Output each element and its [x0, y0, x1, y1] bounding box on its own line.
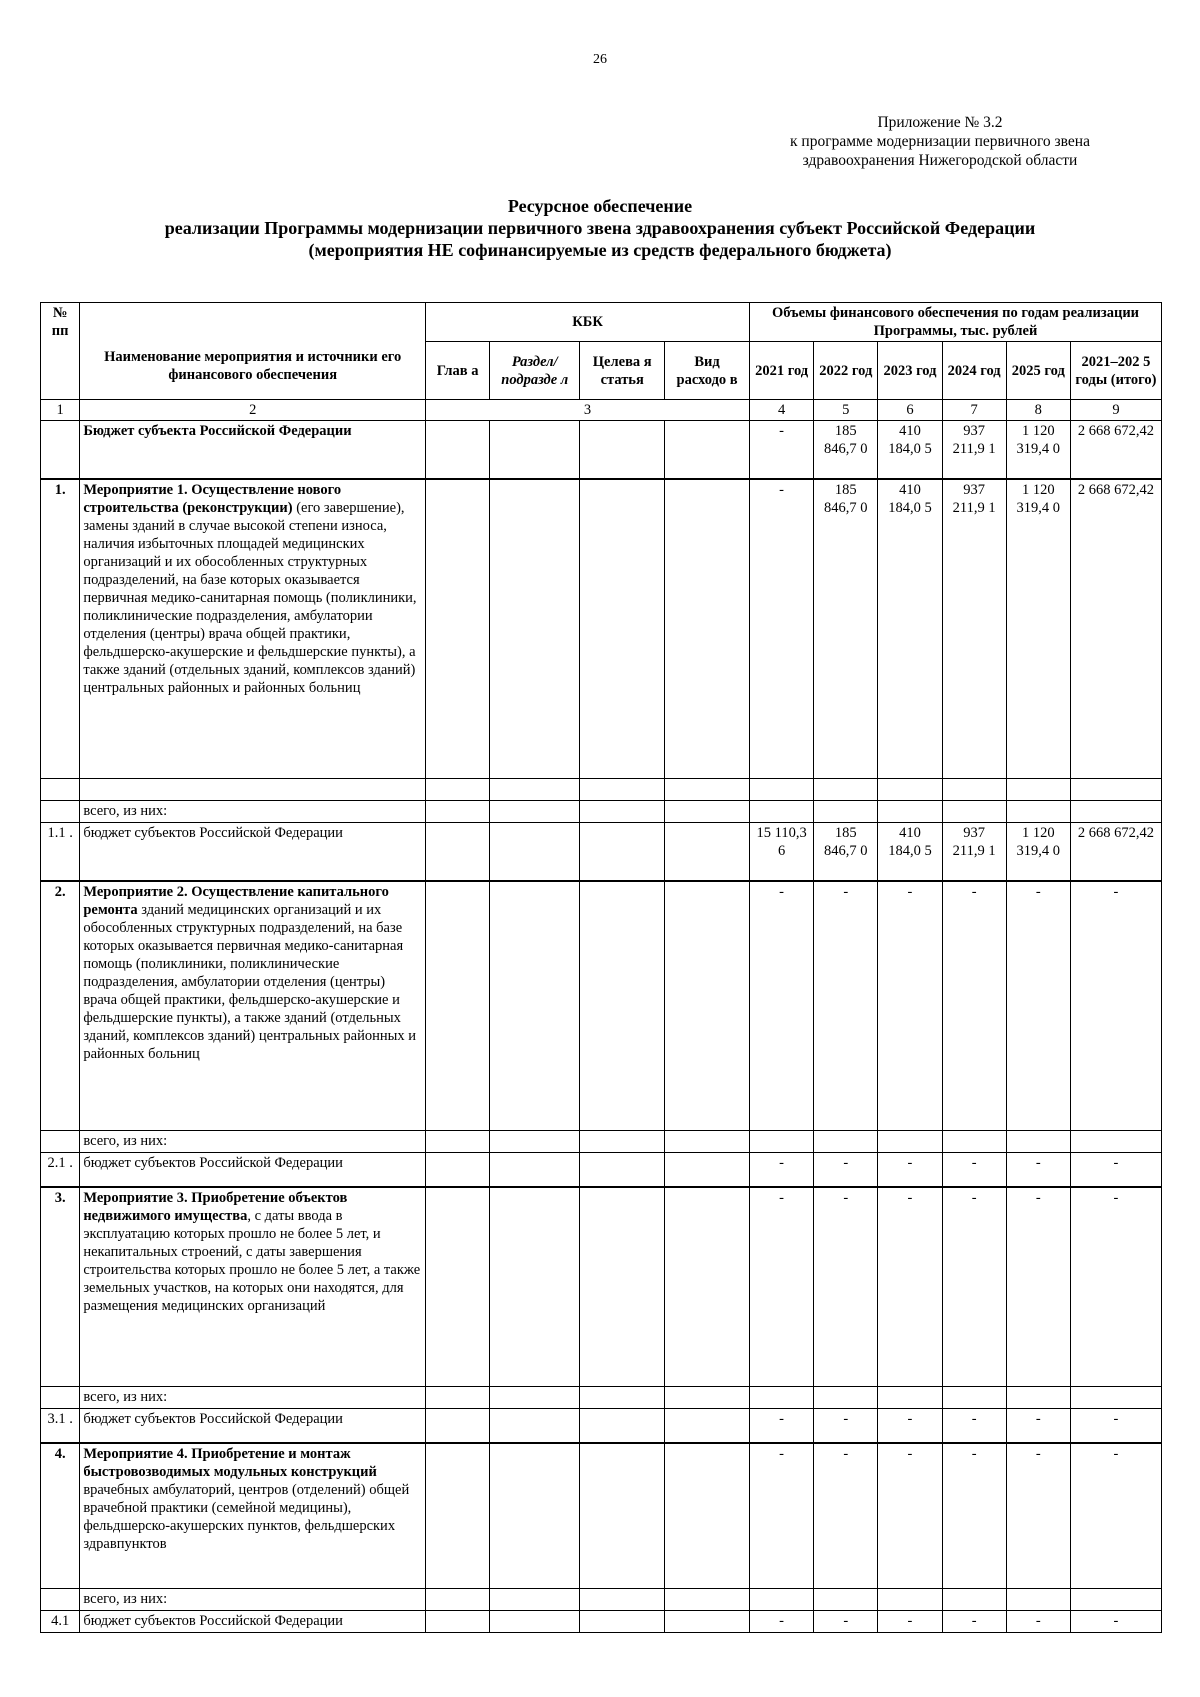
kbk-cell	[665, 1589, 750, 1611]
table-row	[41, 779, 1162, 801]
kbk-cell	[580, 881, 665, 1131]
value-v2021: -	[750, 1611, 814, 1633]
kbk-cell	[490, 801, 580, 823]
value-v2024: -	[942, 1153, 1006, 1187]
kbk-cell	[580, 421, 665, 479]
appendix-line: Приложение № 3.2	[877, 114, 1003, 131]
kbk-cell	[426, 1131, 490, 1153]
value-v2025	[1006, 1589, 1070, 1611]
value-total: -	[1070, 1409, 1161, 1443]
row-name	[80, 823, 426, 881]
kbk-cell	[490, 1611, 580, 1633]
value-v2024: -	[942, 1187, 1006, 1387]
value-total	[1070, 1589, 1161, 1611]
value-v2025: -	[1006, 1187, 1070, 1387]
kbk-cell	[580, 1443, 665, 1589]
kbk-cell	[490, 1131, 580, 1153]
row-name	[80, 1443, 426, 1589]
value-v2021: -	[750, 421, 814, 479]
kbk-cell	[580, 823, 665, 881]
kbk-cell	[426, 1611, 490, 1633]
kbk-cell	[580, 479, 665, 779]
kbk-cell	[426, 881, 490, 1131]
title-line: реализации Программы модернизации первичного звена здравоохранения субъект Российской Федерации	[164, 218, 1036, 238]
kbk-cell	[580, 1153, 665, 1187]
col-number: 2	[80, 400, 426, 421]
value-v2021: -	[750, 881, 814, 1131]
header-vid: Вид расходо в	[665, 342, 750, 400]
value-v2023	[878, 1131, 942, 1153]
value-total	[1070, 1387, 1161, 1409]
value-v2024: -	[942, 881, 1006, 1131]
value-v2022: -	[814, 1187, 878, 1387]
row-name-text: врачебных амбулаторий, центров (отделений) общей врачебной практики (семейной медицины), фельдшерско-акушерских пунктов, фельдшерских здравпунктов	[83, 1481, 410, 1552]
value-v2021	[750, 1589, 814, 1611]
kbk-cell	[426, 1589, 490, 1611]
header-name: Наименование мероприятия и источники его финансового обеспечения	[80, 303, 426, 400]
row-name-text: зданий медицинских организаций и их обособленных структурных подразделений, на базе которых оказывается первичная медико-санитарная помощь (поликлиники, поликлинические подразделения, амбулатории отделения (центры) врача общей практики, фельдшерско-акушерские и фельдшерские пункты), а также зданий (отдельных зданий, комплексов зданий) центральных районных и районных больниц	[83, 901, 416, 1062]
value-total	[1070, 801, 1161, 823]
header-celevaya: Целева я статья	[580, 342, 665, 400]
kbk-cell	[580, 801, 665, 823]
kbk-cell	[426, 479, 490, 779]
value-v2025: -	[1006, 1611, 1070, 1633]
row-name	[80, 1153, 426, 1187]
kbk-cell	[490, 881, 580, 1131]
value-v2021	[750, 1131, 814, 1153]
header-2022: 2022 год	[814, 342, 878, 400]
kbk-cell	[665, 1409, 750, 1443]
kbk-cell	[665, 421, 750, 479]
row-number	[41, 1589, 80, 1611]
header-razdel: Раздел/ подразде л	[490, 342, 580, 400]
table-row	[41, 1589, 1162, 1611]
row-name-text: бюджет субъектов Российской Федерации	[83, 825, 343, 841]
kbk-cell	[490, 421, 580, 479]
value-v2022: -	[814, 1153, 878, 1187]
value-v2021: -	[750, 1409, 814, 1443]
kbk-cell	[426, 1443, 490, 1589]
table-row	[41, 881, 1162, 1131]
row-number: 2.1 .	[41, 1153, 80, 1187]
row-name-bold: Бюджет субъекта Российской Федерации	[83, 423, 352, 439]
col-number: 7	[942, 400, 1006, 421]
table-row	[41, 801, 1162, 823]
row-name-text: всего, из них:	[83, 1389, 168, 1405]
kbk-cell	[580, 1589, 665, 1611]
appendix-line: к программе модернизации первичного звена	[790, 133, 1090, 150]
value-v2023: 410 184,0 5	[878, 823, 942, 881]
kbk-cell	[426, 1387, 490, 1409]
header-2025: 2025 год	[1006, 342, 1070, 400]
row-name	[80, 881, 426, 1131]
value-v2021: -	[750, 1187, 814, 1387]
kbk-cell	[490, 479, 580, 779]
value-v2024: -	[942, 1443, 1006, 1589]
value-v2022: -	[814, 1611, 878, 1633]
value-v2024	[942, 1387, 1006, 1409]
value-v2024	[942, 779, 1006, 801]
value-v2023: 410 184,0 5	[878, 421, 942, 479]
value-v2023	[878, 1589, 942, 1611]
value-v2021	[750, 779, 814, 801]
value-v2022: 185 846,7 0	[814, 421, 878, 479]
row-name	[80, 421, 426, 479]
table-row	[41, 1409, 1162, 1443]
kbk-cell	[665, 801, 750, 823]
value-v2025	[1006, 1387, 1070, 1409]
document-title	[0, 195, 1200, 261]
col-number: 3	[426, 400, 750, 421]
value-v2024	[942, 1131, 1006, 1153]
column-numbers-row	[41, 400, 1162, 421]
resource-table	[40, 302, 1162, 1633]
kbk-cell	[426, 421, 490, 479]
kbk-cell	[490, 1443, 580, 1589]
table-row	[41, 1153, 1162, 1187]
row-name	[80, 1611, 426, 1633]
value-total: -	[1070, 1153, 1161, 1187]
value-v2025: -	[1006, 1443, 1070, 1589]
kbk-cell	[580, 1387, 665, 1409]
table-row	[41, 1131, 1162, 1153]
header-total: 2021–202 5 годы (итого)	[1070, 342, 1161, 400]
value-v2021: -	[750, 1153, 814, 1187]
header-2021: 2021 год	[750, 342, 814, 400]
row-name	[80, 1409, 426, 1443]
kbk-cell	[426, 1153, 490, 1187]
row-number: 1.1 .	[41, 823, 80, 881]
title-line: (мероприятия НЕ софинансируемые из средств федерального бюджета)	[308, 240, 892, 260]
col-number: 8	[1006, 400, 1070, 421]
kbk-cell	[580, 779, 665, 801]
kbk-cell	[665, 881, 750, 1131]
value-v2021: -	[750, 479, 814, 779]
value-v2025	[1006, 1131, 1070, 1153]
table-row	[41, 421, 1162, 479]
value-v2023: -	[878, 1443, 942, 1589]
row-name-text: бюджет субъектов Российской Федерации	[83, 1613, 343, 1629]
row-name-text: бюджет субъектов Российской Федерации	[83, 1155, 343, 1171]
kbk-cell	[426, 779, 490, 801]
col-number: 9	[1070, 400, 1161, 421]
value-total	[1070, 779, 1161, 801]
value-v2022: -	[814, 881, 878, 1131]
value-v2025: 1 120 319,4 0	[1006, 421, 1070, 479]
value-v2021	[750, 801, 814, 823]
col-number: 1	[41, 400, 80, 421]
table-row	[41, 1611, 1162, 1633]
kbk-cell	[580, 1409, 665, 1443]
value-v2023	[878, 779, 942, 801]
value-v2024: -	[942, 1611, 1006, 1633]
table-row	[41, 823, 1162, 881]
col-number: 4	[750, 400, 814, 421]
row-number	[41, 1131, 80, 1153]
page-number: 26	[593, 52, 607, 67]
kbk-cell	[426, 1187, 490, 1387]
value-v2022: -	[814, 1409, 878, 1443]
value-v2025: -	[1006, 1153, 1070, 1187]
kbk-cell	[665, 779, 750, 801]
row-name	[80, 1187, 426, 1387]
value-v2022	[814, 1589, 878, 1611]
row-name	[80, 479, 426, 779]
value-v2022: -	[814, 1443, 878, 1589]
kbk-cell	[665, 1611, 750, 1633]
value-v2023: -	[878, 1187, 942, 1387]
row-number: 2.	[41, 881, 80, 1131]
value-v2022	[814, 1131, 878, 1153]
value-v2025: -	[1006, 881, 1070, 1131]
row-name	[80, 779, 426, 801]
kbk-cell	[665, 1187, 750, 1387]
table-row	[41, 1187, 1162, 1387]
row-name-text: всего, из них:	[83, 1133, 168, 1149]
value-v2024	[942, 1589, 1006, 1611]
row-name-text: всего, из них:	[83, 803, 168, 819]
kbk-cell	[580, 1611, 665, 1633]
kbk-cell	[426, 1409, 490, 1443]
value-v2022	[814, 1387, 878, 1409]
value-v2022: 185 846,7 0	[814, 479, 878, 779]
row-name-text: , с даты ввода в эксплуатацию которых прошло не более 5 лет, и некапитальных строений, с даты завершения строительства которых прошло не более 5 лет, а также земельных участков, на которых они находятся, для размещения медицинских организаций	[83, 1207, 421, 1314]
row-number	[41, 779, 80, 801]
value-total: -	[1070, 1187, 1161, 1387]
col-number: 5	[814, 400, 878, 421]
kbk-cell	[665, 823, 750, 881]
value-v2024: -	[942, 1409, 1006, 1443]
value-total: -	[1070, 1611, 1161, 1633]
row-name-text: бюджет субъектов Российской Федерации	[83, 1411, 343, 1427]
kbk-cell	[665, 479, 750, 779]
value-v2024: 937 211,9 1	[942, 823, 1006, 881]
kbk-cell	[490, 1409, 580, 1443]
value-v2024: 937 211,9 1	[942, 421, 1006, 479]
table-row	[41, 1443, 1162, 1589]
value-v2022	[814, 801, 878, 823]
value-v2023	[878, 801, 942, 823]
kbk-cell	[490, 779, 580, 801]
value-total: -	[1070, 881, 1161, 1131]
value-v2023: 410 184,0 5	[878, 479, 942, 779]
value-v2025	[1006, 801, 1070, 823]
table-row	[41, 479, 1162, 779]
row-name	[80, 1131, 426, 1153]
header-glava: Глав а	[426, 342, 490, 400]
appendix-line: здравоохранения Нижегородской области	[802, 152, 1078, 169]
row-number: 3.	[41, 1187, 80, 1387]
row-name-bold: Мероприятие 2. Осуществление капитального ремонта	[83, 883, 389, 918]
table-row	[41, 1387, 1162, 1409]
kbk-cell	[490, 823, 580, 881]
row-name-bold: Мероприятие 4. Приобретение и монтаж быстровозводимых модульных конструкций	[83, 1445, 377, 1480]
kbk-cell	[580, 1131, 665, 1153]
value-v2021: -	[750, 1443, 814, 1589]
title-line: Ресурсное обеспечение	[507, 196, 693, 216]
kbk-cell	[426, 823, 490, 881]
value-total: 2 668 672,42	[1070, 421, 1161, 479]
row-name-bold: Мероприятие 3. Приобретение объектов недвижимого имущества	[83, 1189, 348, 1224]
value-v2025: -	[1006, 1409, 1070, 1443]
kbk-cell	[580, 1187, 665, 1387]
row-name-text: всего, из них:	[83, 1591, 168, 1607]
header-kbk: КБК	[426, 303, 750, 342]
value-v2025	[1006, 779, 1070, 801]
row-name	[80, 801, 426, 823]
value-total: 2 668 672,42	[1070, 823, 1161, 881]
row-name-text: (его завершение), замены зданий в случае высокой степени износа, наличия избыточных площадей медицинских организаций и их обособленных структурных подразделений, на базе которых оказывается первичная медико-санитарная помощь (поликлиники, поликлинические подразделения, амбулатории отделения (центры) врача общей практики, фельдшерско-акушерские и фельдшерские пункты), а также зданий (отдельных зданий, комплексов зданий) центральных районных и районных больниц	[83, 499, 417, 696]
value-v2025: 1 120 319,4 0	[1006, 823, 1070, 881]
kbk-cell	[490, 1589, 580, 1611]
value-v2023: -	[878, 1611, 942, 1633]
header-2024: 2024 год	[942, 342, 1006, 400]
value-total: -	[1070, 1443, 1161, 1589]
row-name	[80, 1589, 426, 1611]
row-number	[41, 1387, 80, 1409]
row-name-bold: Мероприятие 1. Осуществление нового строительства (реконструкции)	[83, 481, 342, 516]
value-v2022	[814, 779, 878, 801]
kbk-cell	[665, 1153, 750, 1187]
kbk-cell	[426, 801, 490, 823]
appendix-note	[770, 113, 1110, 170]
value-v2023: -	[878, 1153, 942, 1187]
row-number: 3.1 .	[41, 1409, 80, 1443]
value-v2025: 1 120 319,4 0	[1006, 479, 1070, 779]
kbk-cell	[665, 1131, 750, 1153]
value-total	[1070, 1131, 1161, 1153]
kbk-cell	[665, 1387, 750, 1409]
value-v2024	[942, 801, 1006, 823]
kbk-cell	[490, 1187, 580, 1387]
value-v2021: 15 110,3 6	[750, 823, 814, 881]
row-name	[80, 1387, 426, 1409]
value-v2023: -	[878, 1409, 942, 1443]
value-v2021	[750, 1387, 814, 1409]
header-no: № пп	[41, 303, 80, 400]
kbk-cell	[490, 1153, 580, 1187]
value-v2023: -	[878, 881, 942, 1131]
value-total: 2 668 672,42	[1070, 479, 1161, 779]
col-number: 6	[878, 400, 942, 421]
kbk-cell	[490, 1387, 580, 1409]
value-v2023	[878, 1387, 942, 1409]
row-number	[41, 801, 80, 823]
row-number: 4.1	[41, 1611, 80, 1633]
row-number: 4.	[41, 1443, 80, 1589]
kbk-cell	[665, 1443, 750, 1589]
value-v2022: 185 846,7 0	[814, 823, 878, 881]
header-volumes: Объемы финансового обеспечения по годам реализации Программы, тыс. рублей	[750, 303, 1162, 342]
value-v2024: 937 211,9 1	[942, 479, 1006, 779]
row-number	[41, 421, 80, 479]
header-2023: 2023 год	[878, 342, 942, 400]
row-number: 1.	[41, 479, 80, 779]
